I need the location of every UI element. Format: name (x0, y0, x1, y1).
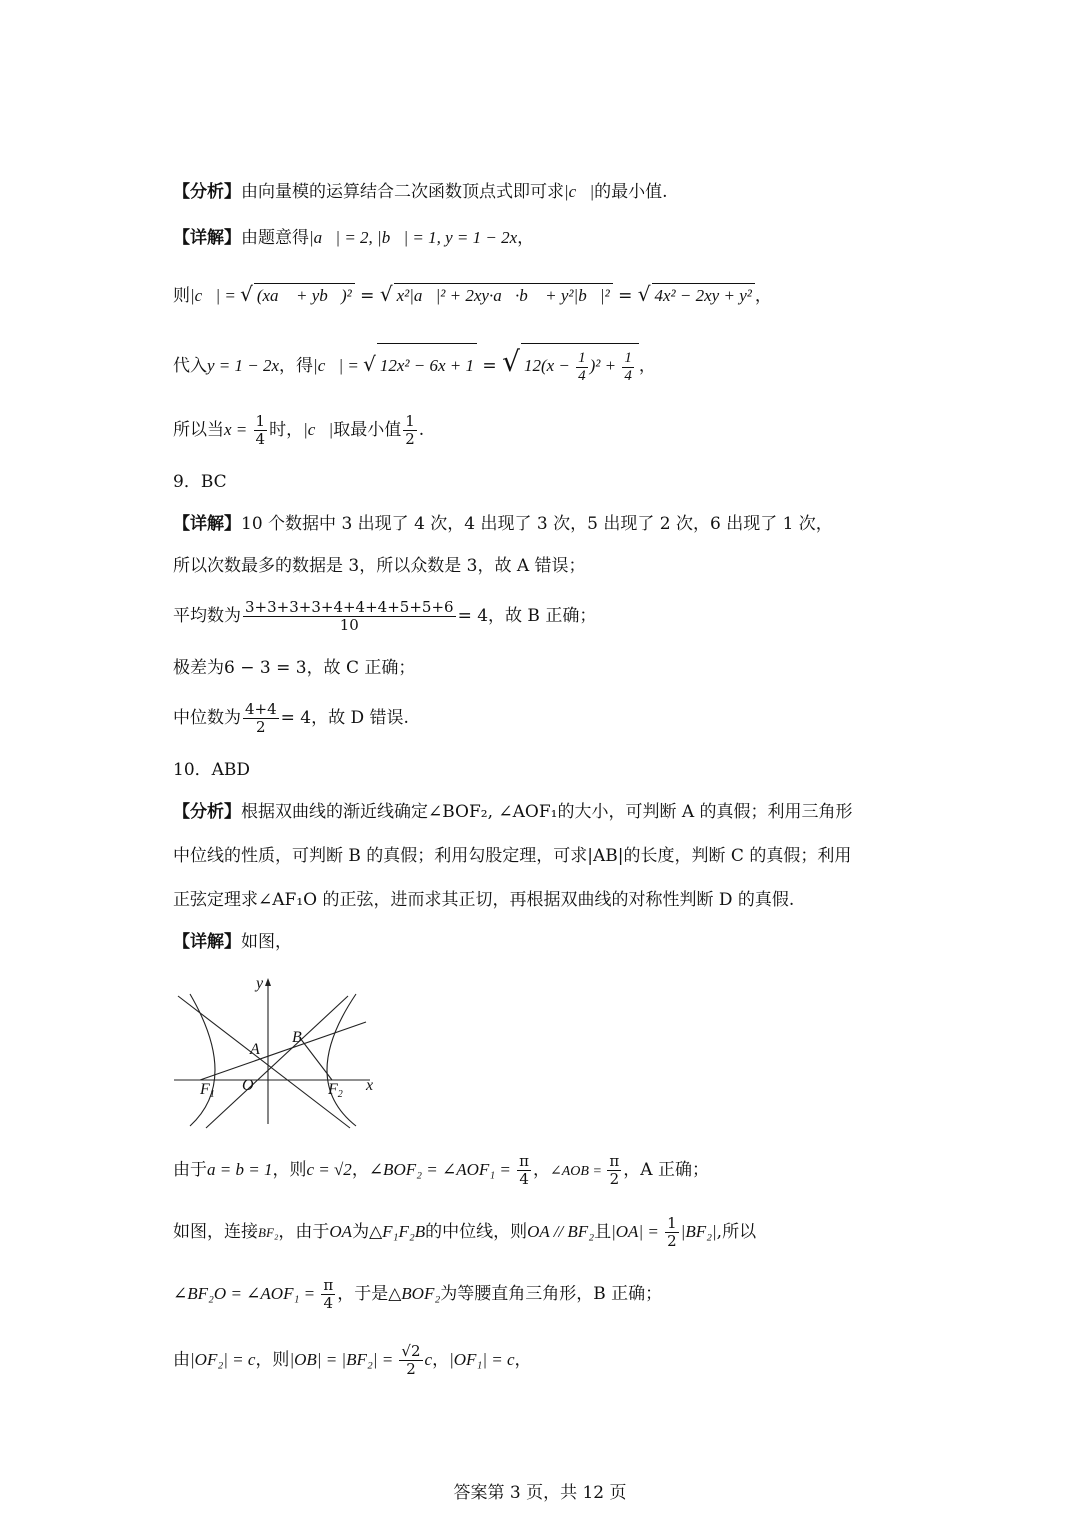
fraction (321, 1277, 335, 1312)
text: ， (533, 1160, 551, 1180)
math: ∠BF₂O = ∠AOF₁ = (173, 1284, 320, 1303)
label-f1: F1 (200, 1081, 215, 1100)
math: (xa⃗ + yb⃗)² (254, 283, 355, 308)
hyperbola-right-branch (327, 994, 356, 1126)
math: y = 1 − 2x (207, 356, 280, 375)
analysis-line-3: 中位线的性质，可判断 B 的真假；利用勾股定理，可求|AB|的长度，判断 C 的真假；利用 (173, 846, 852, 866)
text: 由 (173, 1350, 190, 1370)
math: |BF₂| (680, 1222, 717, 1241)
detail-line-6: 所以次数最多的数据是 3，所以众数是 3，故 A 错误； (173, 556, 586, 576)
math: |OA| = (611, 1222, 664, 1241)
numerator: 1 (667, 1214, 677, 1232)
sqrt-icon: √ (637, 282, 651, 306)
denominator: 4 (578, 367, 586, 384)
math: △F₁F₂B (369, 1222, 426, 1241)
denominator: 10 (339, 616, 359, 634)
math: |c⃗| = (190, 286, 241, 305)
label-x: x (366, 1077, 374, 1094)
analysis-line-2 (173, 800, 853, 824)
math: ∠BOF₂ = ∠AOF₁ = (368, 1160, 516, 1179)
text: ，A 正确； (623, 1160, 709, 1180)
label-y: y (256, 975, 264, 992)
math: ∠AOB = (550, 1164, 606, 1179)
text: = 4，故 D 错误. (280, 708, 409, 728)
text: ， (514, 1350, 532, 1370)
text: = (477, 356, 503, 376)
denominator: 4 (519, 1170, 529, 1188)
denominator: 2 (406, 1360, 416, 1378)
text: 如图，连接 (173, 1222, 258, 1242)
math: 4x² − 2xy + y² (652, 283, 755, 308)
text: = (354, 286, 380, 306)
math: 12x² − 6x + 1 (377, 343, 477, 388)
text: ， (638, 356, 656, 376)
text: 时， (269, 420, 304, 440)
text: 代入 (173, 356, 207, 376)
label-a: A (250, 1041, 260, 1058)
numerator: 1 (405, 412, 415, 430)
hyperbola-left-branch (190, 994, 215, 1126)
math: OA (329, 1222, 353, 1241)
text: ， (351, 1160, 369, 1180)
math: |a⃗| = 2, |b⃗| = 1, y = 1 − 2x (309, 228, 518, 247)
math: 6 − 3 = 3 (224, 658, 307, 678)
math: BF₂ (258, 1225, 279, 1240)
text: ，得 (279, 356, 314, 376)
text: . (418, 420, 425, 440)
text: 根据双曲线的渐近线确定∠BOF₂, ∠AOF₁的大小，可判断 A 的真假；利用三角形 (241, 802, 853, 822)
question-10-answer: 10．ABD (173, 760, 251, 780)
detail-line-12 (173, 1210, 756, 1255)
detail-line-4 (173, 410, 424, 450)
text: 平均数为 (173, 606, 241, 626)
text: 的中位线，则 (425, 1222, 528, 1242)
denominator: 4 (255, 430, 266, 448)
math: |c⃗| (303, 420, 334, 439)
text: ， (754, 286, 772, 306)
numerator: 4+4 (245, 700, 277, 718)
sqrt-icon: √ (379, 282, 393, 306)
sqrt-icon: √ (502, 345, 520, 378)
text: ，则 (255, 1350, 290, 1370)
detail-line-11 (173, 1148, 709, 1194)
text: ， (517, 228, 535, 248)
text: ,所以 (716, 1222, 757, 1242)
numerator: √2 (401, 1342, 421, 1360)
text: 由于 (173, 1160, 207, 1180)
text: ，由于 (278, 1222, 330, 1242)
denominator: 2 (667, 1232, 677, 1250)
detail-line-5 (173, 512, 833, 536)
detail-tag: 【详解】 (173, 228, 241, 248)
text: 由向量模的运算结合二次函数顶点式即可求 (241, 182, 564, 202)
math: |OF₁| = c (449, 1350, 515, 1369)
detail-line-2 (173, 282, 772, 308)
y-arrow-icon (265, 978, 271, 986)
fraction (399, 1343, 422, 1378)
denominator: 2 (609, 1170, 620, 1188)
detail-line-13 (173, 1272, 662, 1316)
math: )² + (589, 356, 621, 375)
sqrt-icon: √ (363, 352, 376, 376)
text: 极差为 (173, 658, 224, 678)
detail-line-9 (173, 696, 409, 740)
fraction (576, 350, 588, 385)
text: 为 (352, 1222, 370, 1242)
analysis-line-1 (173, 180, 668, 204)
math: a = b = 1 (207, 1160, 273, 1179)
math: x²|a⃗|² + 2xy·a⃗·b⃗ + y²|b⃗|² (394, 283, 613, 308)
denominator: 4 (323, 1294, 334, 1312)
text: ，于是 (337, 1284, 389, 1304)
text: 所以当 (173, 420, 224, 440)
hyperbola-figure (170, 972, 380, 1132)
math-radicand (521, 343, 639, 388)
text: 如图， (241, 932, 292, 952)
numerator: π (519, 1152, 530, 1170)
fraction (622, 350, 634, 385)
math: OA // BF₂ (527, 1222, 595, 1241)
page-footer: 答案第 3 页，共 12 页 (453, 1483, 627, 1503)
text: ，则 (272, 1160, 307, 1180)
math: |c⃗| = (313, 356, 364, 375)
numerator: π (609, 1152, 620, 1170)
math: c (424, 1350, 433, 1369)
math: |OF₂| = c (190, 1350, 256, 1369)
detail-line-3 (173, 340, 656, 388)
denominator: 2 (405, 430, 415, 448)
analysis-tag: 【分析】 (173, 182, 241, 202)
text: 且 (594, 1222, 612, 1242)
text: 则 (173, 286, 190, 306)
question-9-answer: 9．BC (173, 472, 227, 492)
label-o: O (242, 1077, 254, 1094)
sqrt-icon: √ (240, 282, 253, 306)
numerator: π (323, 1276, 334, 1294)
fraction (243, 701, 279, 736)
text: ，故 C 正确； (306, 658, 416, 678)
text: = 4，故 B 正确； (457, 606, 597, 626)
denominator: 4 (624, 367, 632, 384)
label-f2: F2 (328, 1081, 343, 1100)
fraction (517, 1153, 531, 1188)
text: ， (432, 1350, 450, 1370)
text: 10 个数据中 3 出现了 4 次，4 出现了 3 次，5 出现了 2 次，6 出现了 1 次， (241, 514, 833, 534)
math: |c⃗| (564, 182, 595, 201)
math: |OB| = |BF₂| = (289, 1350, 398, 1369)
fraction (403, 413, 417, 448)
detail-line-8 (173, 656, 415, 680)
analysis-line-4: 正弦定理求∠AF₁O 的正弦，进而求其正切，再根据双曲线的对称性判断 D 的真假. (173, 890, 795, 910)
detail-line-1 (173, 226, 534, 250)
text: 由题意得 (241, 228, 309, 248)
numerator: 1 (624, 349, 632, 366)
math: △BOF₂ (388, 1284, 441, 1303)
detail-tag: 【详解】 (173, 514, 241, 534)
detail-line-7 (173, 594, 596, 638)
detail-line-10 (173, 930, 292, 954)
fraction (254, 413, 268, 448)
math: c = √2 (306, 1160, 352, 1179)
analysis-tag: 【分析】 (173, 802, 241, 822)
text: 为等腰直角三角形，B 正确； (440, 1284, 663, 1304)
label-b: B (292, 1029, 302, 1046)
fraction (607, 1153, 621, 1188)
text: = (612, 286, 638, 306)
numerator: 3+3+3+3+4+4+4+5+5+6 (245, 598, 454, 616)
asymptote-line (206, 996, 348, 1128)
math: 12(x − (523, 356, 575, 375)
line-f1-b (200, 1022, 366, 1080)
text: 中位数为 (173, 708, 241, 728)
fraction (243, 599, 456, 634)
denominator: 2 (256, 718, 266, 736)
asymptote-line (178, 996, 350, 1128)
detail-line-14 (173, 1336, 532, 1384)
text: 的最小值. (594, 182, 668, 202)
numerator: 1 (255, 412, 266, 430)
numerator: 1 (578, 349, 586, 366)
fraction (665, 1215, 679, 1250)
text: 取最小值 (333, 420, 402, 440)
math: x = (224, 420, 252, 439)
detail-tag: 【详解】 (173, 932, 241, 952)
